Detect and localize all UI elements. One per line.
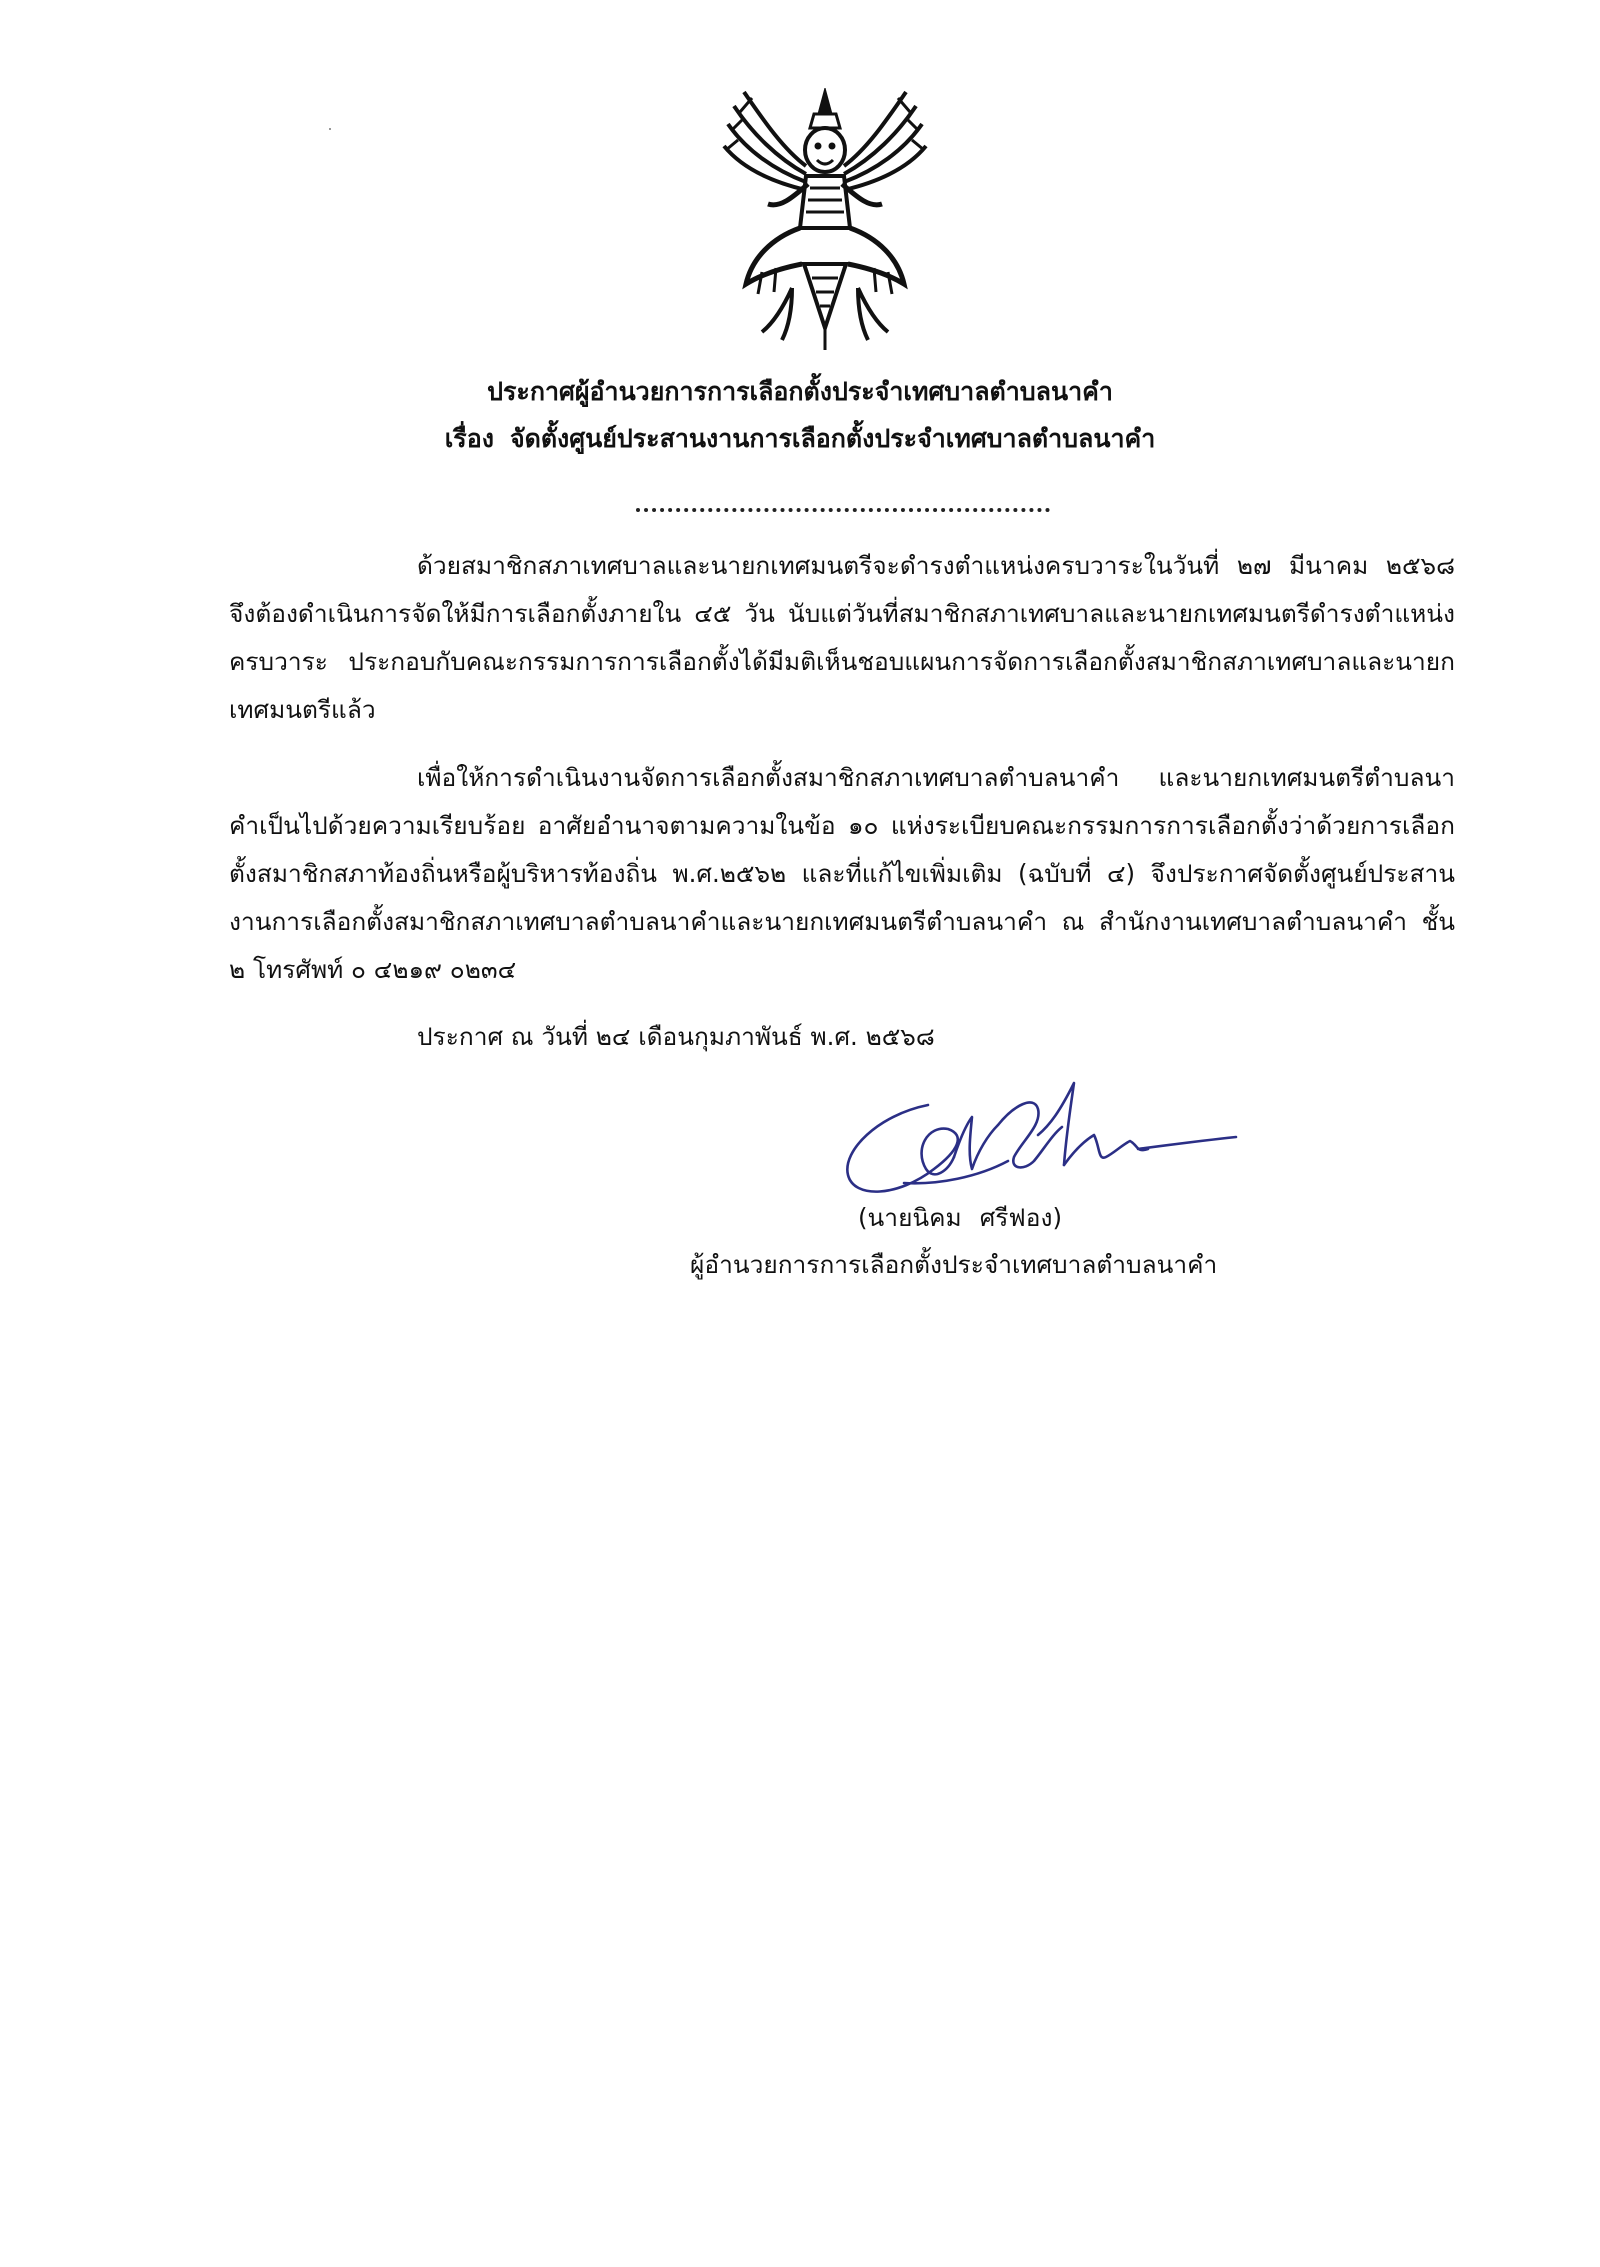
signer-name <box>858 1198 1062 1237</box>
handwritten-signature-icon <box>838 1065 1238 1217</box>
announcement-date: ประกาศ ณ วันที่ ๒๔ เดือนกุมภาพันธ์ พ.ศ. ๒๕๖๘ <box>417 1022 935 1051</box>
subject-line <box>0 419 1600 459</box>
signer-name-first: (นายนิคม <box>858 1203 962 1232</box>
signer-position: ผู้อำนวยการการเลือกตั้งประจำเทศบาลตำบลนาคำ <box>690 1250 1218 1279</box>
body-paragraph-1: ด้วยสมาชิกสภาเทศบาลและนายกเทศมนตรีจะดำรงตำแหน่งครบวาระในวันที่ ๒๗ มีนาคม ๒๕๖๘ จึงต้องดำเนินการจัดให้มีการเลือกตั้งภายใน ๔๕ วัน นับแต่วันที่สมาชิกสภาเทศบาลและนายกเทศมนตรีดำรงตำแหน่งครบวาระ ประกอบกับคณะกรรมการการเลือกตั้งได้มีมติเห็นชอบแผนการจัดการเลือกตั้งสมาชิกสภาเทศบาลและนายกเทศมนตรีแล้ว <box>229 551 1455 724</box>
subject-label: เรื่อง <box>444 424 494 453</box>
subject-text: จัดตั้งศูนย์ประสานงานการเลือกตั้งประจำเทศบาลตำบลนาคำ <box>509 424 1156 453</box>
dotted-separator <box>636 508 1050 512</box>
announcement-title: ประกาศผู้อำนวยการการเลือกตั้งประจำเทศบาลตำบลนาคำ <box>487 377 1113 406</box>
signer-name-last: ศรีฟอง) <box>979 1203 1063 1232</box>
garuda-emblem-icon <box>722 88 928 350</box>
scan-speck <box>329 128 331 130</box>
body-paragraph-2: เพื่อให้การดำเนินงานจัดการเลือกตั้งสมาชิกสภาเทศบาลตำบลนาคำ และนายกเทศมนตรีตำบลนาคำเป็นไปด้วยความเรียบร้อย อาศัยอำนาจตามความในข้อ ๑๐ แห่งระเบียบคณะกรรมการการเลือกตั้งว่าด้วยการเลือกตั้งสมาชิกสภาท้องถิ่นหรือผู้บริหารท้องถิ่น พ.ศ.๒๕๖๒ และที่แก้ไขเพิ่มเติม (ฉบับที่ ๔) จึงประกาศจัดตั้งศูนย์ประสานงานการเลือกตั้งสมาชิกสภาเทศบาลตำบลนาคำและนายกเทศมนตรีตำบลนาคำ ณ สำนักงานเทศบาลตำบลนาคำ ชั้น ๒ โทรศัพท์ ๐ ๔๒๑๙ ๐๒๓๔ <box>229 763 1455 984</box>
